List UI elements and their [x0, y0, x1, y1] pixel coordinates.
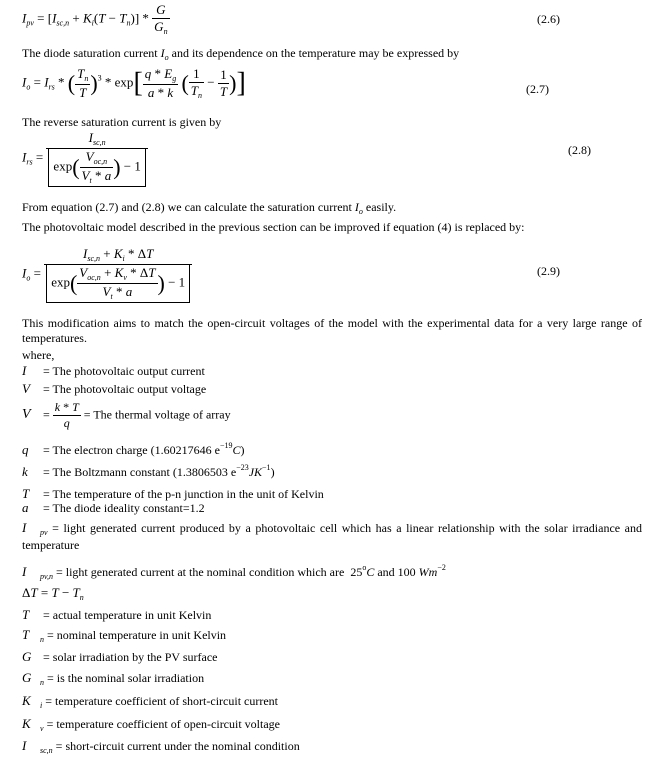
- def-output-voltage: V = The photovoltaic output voltage: [22, 381, 207, 396]
- paragraph: This modification aims to match the open-circuit voltages of the model with the experimental data for a very large range of temperatures.: [22, 316, 642, 345]
- def-irradiation: G = solar irradiation by the PV surface: [22, 649, 218, 664]
- paragraph: The reverse saturation current is given by: [22, 115, 222, 129]
- def-electron-charge: q = The electron charge (1.60217646 $e^{-19}C$): [22, 441, 245, 457]
- def-light-current: I $_{pv}$ = light generated current produced by a photovoltaic cell which has a linear relationship with the solar irradiance and temperature: [22, 520, 642, 552]
- def-ki: K $_i$ = temperature coefficient of short-circuit current: [22, 693, 279, 710]
- def-temperature: T = The temperature of the p-n junction in the unit of Kelvin: [22, 486, 324, 501]
- def-actual-temp: T = actual temperature in unit Kelvin: [22, 607, 212, 622]
- def-nominal-temp: T $_n$ = nominal temperature in unit Kelvin: [22, 627, 227, 644]
- equation-2-8: $I_{rs}$ = $I_{sc,n}$ exp( $\frac{V_{oc,n}}{V_t * a}$ ) − 1: [22, 130, 148, 187]
- def-isc: I $_{sc,n}$ = short-circuit current under the nominal condition: [22, 738, 300, 755]
- def-nominal-light-current: I $_{pv,n}$ = light generated current at the nominal condition which are 25$^o$C and 100 $Wm^{-2}$: [22, 563, 446, 581]
- def-kv: K $_v$ = temperature coefficient of open-circuit voltage: [22, 716, 280, 733]
- equation-2-9: $I_o$ = $I_{sc,n} + K_i * \Delta T$ exp( $\frac{V_{oc,n} + K_v * \Delta T}{V_t * a}$ ) − 1: [22, 246, 192, 303]
- paragraph: The diode saturation current $I_o$ and its dependence on the temperature may be expressed by: [22, 46, 460, 62]
- def-nominal-irradiation: G $_n$ = is the nominal solar irradiation: [22, 670, 205, 687]
- def-output-current: I = The photovoltaic output current: [22, 363, 205, 378]
- paragraph: The photovoltaic model described in the previous section can be improved if equation (4) is replaced by:: [22, 220, 525, 234]
- equation-number: (2.8): [568, 143, 591, 157]
- equation-2-7: $I_o = I_{rs}$ * ( $\frac{T_n}{T}$ )$^3$ * exp[ $\frac{q * E_g}{a * k}$ ( $\frac{1}{T_n}$ − $\frac{1}{T}$ )]: [22, 66, 246, 101]
- def-ideality: a = The diode ideality constant=1.2: [22, 500, 205, 515]
- paragraph: From equation (2.7) and (2.8) we can calculate the saturation current $I_o$ easily.: [22, 200, 397, 216]
- equation-number: (2.6): [537, 12, 560, 26]
- def-boltzmann: k = The Boltzmann constant (1.3806503 $e^{-23}JK^{-1}$): [22, 463, 275, 479]
- def-thermal-voltage: V = $\frac{k * T}{q}$ = The thermal voltage of array: [22, 400, 231, 430]
- def-delta-t: $\Delta T = T - T_n$: [22, 585, 84, 602]
- where-label: where,: [22, 348, 55, 362]
- equation-2-6: $I_{pv} = [I_{sc,n} + K_i(T - T_n)]$ * $\frac{G}{G_n}$: [22, 2, 168, 37]
- equation-number: (2.9): [537, 264, 560, 278]
- equation-number: (2.7): [526, 82, 549, 96]
